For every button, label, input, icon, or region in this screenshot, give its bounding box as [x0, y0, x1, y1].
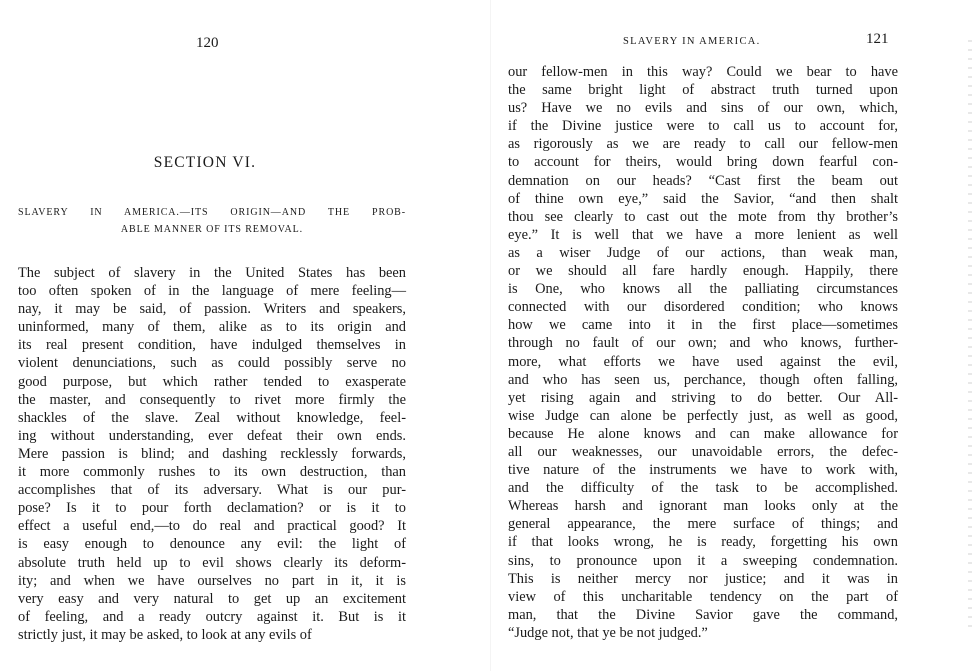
text-line: the same bright light of abstract truth turned upon [508, 82, 898, 99]
text-line: eye.” It is well that we have a more lenient as well [508, 226, 898, 243]
text-line: of feeling, and a ready outcry against it. But is it [18, 608, 406, 625]
section-subtitle [18, 204, 406, 238]
text-line: of thine own eye,” said the Savior, “and then shalt [508, 190, 898, 207]
text-line: and the difficulty of the task to be accomplished. [508, 480, 898, 497]
text-line: or we should all fare hardly enough. Happily, there [508, 263, 898, 280]
text-line: if the Divine justice were to call us to account for, [508, 118, 898, 135]
right-body-text [508, 63, 898, 642]
text-line: general appearance, the mere surface of things; and [508, 516, 898, 533]
text-line: through no fault of our own; and who knows, further- [508, 335, 898, 352]
text-line: shackles of the slave. Zeal without knowledge, feel- [18, 409, 406, 426]
text-line: to account for theirs, would bring down fearful con- [508, 154, 898, 171]
text-line: effect a useful end,—to do real and practical good? It [18, 518, 406, 535]
section-subtitle-line-1: SLAVERY IN AMERICA.—ITS ORIGIN—AND THE PROB- [18, 207, 406, 218]
text-line: view of this uncharitable tendency on the part of [508, 588, 898, 605]
text-line: as a wiser Judge of our actions, than weak man, [508, 244, 898, 261]
text-line: good purpose, but which rather tended to exasperate [18, 373, 406, 390]
text-line: uninformed, many of them, alike as to its origin and [18, 319, 406, 336]
running-head: SLAVERY IN AMERICA. [623, 36, 761, 47]
text-line: pose? Is it to pour forth declamation? or is it to [18, 500, 406, 517]
page-number-right: 121 [866, 31, 889, 47]
left-body-text [18, 264, 406, 644]
text-line: our fellow-men in this way? Could we bear to have [508, 64, 898, 80]
text-line: us? Have we no evils and sins of our own, which, [508, 100, 898, 117]
text-line: yet rising again and striving to do better. Our All- [508, 389, 898, 406]
text-line: strictly just, it may be asked, to look at any evils of [18, 626, 312, 643]
text-line: the master, and consequently to rivet more firmly the [18, 391, 406, 408]
text-line: ing without understanding, ever defeat their own ends. [18, 427, 406, 444]
text-line: its real present condition, have indulged themselves in [18, 337, 406, 354]
text-line: if that looks wrong, he is ready, forgetting his own [508, 534, 898, 551]
text-line: violent denunciations, such as could possibly serve no [18, 355, 406, 372]
text-line: is One, who knows all the palliating circumstances [508, 281, 898, 298]
text-line: The subject of slavery in the United States has been [18, 265, 406, 281]
text-line: “Judge not, that ye be not judged.” [508, 624, 708, 641]
page-number-left: 120 [196, 35, 219, 51]
section-title: SECTION VI. [153, 154, 257, 171]
text-line: thou see clearly to cast out the mote from thy brother’s [508, 208, 898, 225]
text-line: all our weaknesses, our unavoidable errors, the defec- [508, 443, 898, 460]
text-line: too often spoken of in the language of mere feeling— [18, 283, 406, 300]
text-line: and who has seen us, perchance, though often falling, [508, 371, 898, 388]
text-line: tive nature of the instruments we have to work with, [508, 462, 898, 479]
text-line: Mere passion is blind; and dashing recklessly forwards, [18, 445, 406, 462]
text-line: as rigorously as we are ready to call our fellow-men [508, 136, 898, 153]
text-line: it more commonly rushes to its own destruction, than [18, 464, 406, 481]
text-line: sins, to pronounce upon it a sweeping condemnation. [508, 552, 898, 569]
text-line: how we came into it in the first place—sometimes [508, 317, 898, 334]
text-line: wise Judge can alone be perfectly just, as well as good, [508, 407, 898, 424]
text-line: nay, it may be said, of passion. Writers and speakers, [18, 301, 406, 318]
text-line: man, that the Divine Savior gave the command, [508, 606, 898, 623]
text-line: connected with our disordered condition; who knows [508, 299, 898, 316]
section-subtitle-line-2: ABLE MANNER OF ITS REMOVAL. [120, 224, 304, 235]
text-line: more, what efforts we have used against the evil, [508, 353, 898, 370]
text-line: This is neither mercy nor justice; and it was in [508, 570, 898, 587]
text-line: because He alone knows and can make allowance for [508, 425, 898, 442]
right-page [490, 0, 980, 671]
text-line: Whereas harsh and ignorant man looks only at the [508, 498, 898, 515]
text-line: is easy enough to denounce any evil: the light of [18, 536, 406, 553]
text-line: ity; and when we have ourselves no part in it, it is [18, 572, 406, 589]
text-line: very easy and very natural to get up an excitement [18, 590, 406, 607]
text-line: absolute truth held up to evil shows clearly its deform- [18, 554, 406, 571]
text-line: demnation on our heads? “Cast first the beam out [508, 172, 898, 189]
text-line: accomplishes that of its adversary. What is our pur- [18, 482, 406, 499]
